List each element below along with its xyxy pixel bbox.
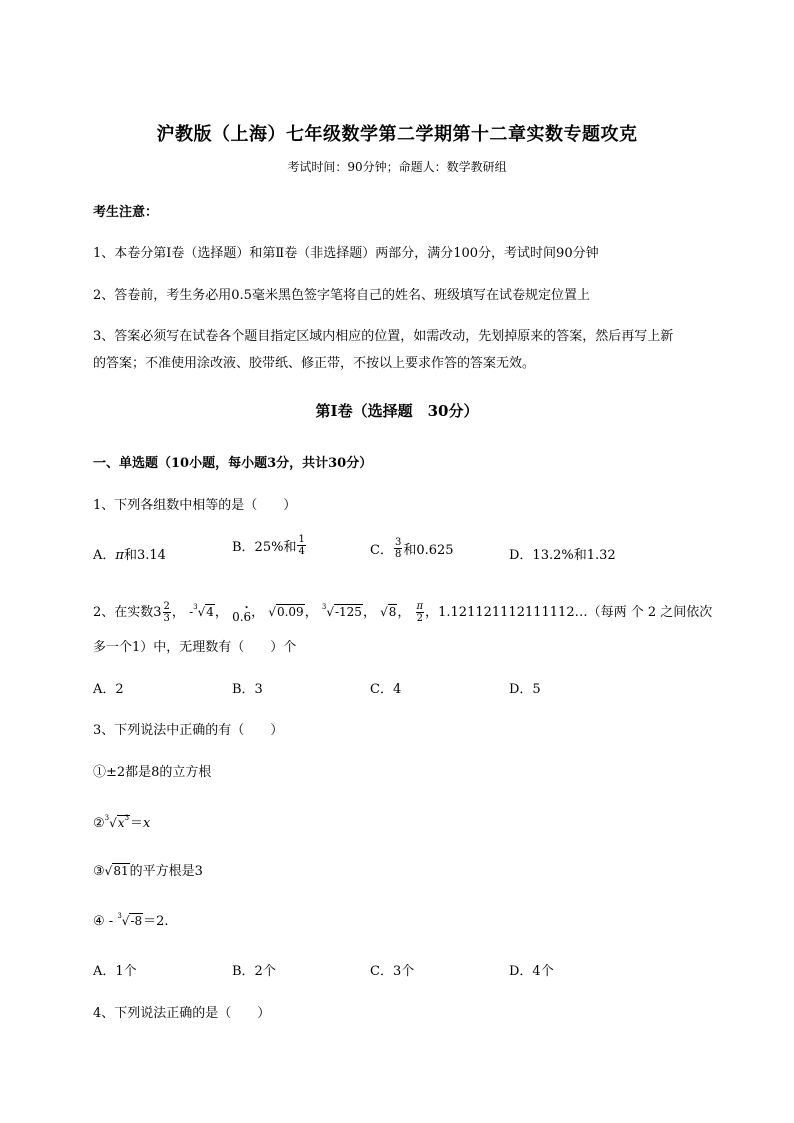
- fraction: $\frac{2}{3}$: [163, 601, 170, 624]
- question-3-stem: 3、下列说法中正确的有（ ）: [93, 723, 284, 738]
- question-3-statement-4: ④ - $^3$√-8＝2.: [93, 912, 169, 929]
- question-1-option-b: B．25%和 $\frac{1}{4}$: [232, 534, 305, 557]
- question-3-option-a: A．1个: [93, 964, 137, 979]
- question-1-option-c: C． $\frac{3}{8}$ 和0.625: [370, 537, 454, 560]
- question-3-statement-2: $②^3√x^3=x$: [93, 814, 151, 831]
- notice-item-1: 1、本卷分第I卷（选择题）和第Ⅱ卷（非选择题）两部分，满分100分，考试时间90分钟: [93, 246, 599, 261]
- question-3-statement-3: ③√81的平方根是3: [93, 864, 203, 879]
- fraction: $\frac{1}{4}$: [298, 534, 305, 557]
- cube-root-expression: $^3$√-8: [117, 912, 143, 928]
- fraction: $\frac{\pi}{2}$: [416, 601, 424, 624]
- question-3-option-c: C．3个: [370, 964, 415, 979]
- cube-root-expression: $^3√x^3$: [104, 814, 130, 830]
- cube-root-expression: -$^3$√4: [189, 603, 214, 619]
- square-root-expression: √81: [104, 864, 129, 878]
- question-2-stem-cont: 多一个1）中，无理数有（ ）个: [93, 640, 297, 655]
- notice-item-2: 2、答卷前，考生务必用0.5毫米黑色签字笔将自己的姓名、班级填写在试卷规定位置上: [93, 288, 590, 303]
- notice-item-3-cont: 的答案；不准使用涂改液、胶带纸、修正带，不按以上要求作答的答案无效。: [93, 356, 536, 371]
- question-4-stem: 4、下列说法正确的是（ ）: [93, 1006, 271, 1021]
- fraction: $\frac{3}{8}$: [394, 537, 402, 560]
- question-2-option-c: C．4: [370, 682, 402, 697]
- square-root-expression: √8: [380, 605, 397, 619]
- question-1-option-a: A．π和3.14: [93, 548, 166, 563]
- question-1-option-d: D．13.2%和1.32: [509, 548, 616, 563]
- question-3-statement-1: ①±2都是8的立方根: [93, 765, 212, 780]
- question-1-stem: 1、下列各组数中相等的是（ ）: [93, 498, 297, 513]
- question-3-option-b: B．2个: [232, 964, 276, 979]
- question-2-option-d: D．5: [509, 682, 541, 697]
- notice-heading: 考生注意：: [93, 205, 159, 220]
- question-1-options: [93, 534, 713, 568]
- part-heading: 一、单选题（10小题，每小题3分，共计30分）: [93, 456, 373, 471]
- question-2-option-a: A．2: [93, 682, 124, 697]
- notice-item-3: 3、答案必须写在试卷各个题目指定区域内相应的位置，如需改动，先划掉原来的答案，然后再写上新: [93, 329, 674, 344]
- document-subtitle: 考试时间：90分钟；命题人：数学教研组: [287, 160, 507, 174]
- question-2-option-b: B．3: [232, 682, 263, 697]
- question-2-stem: 2、在实数3 $\frac{2}{3}$ ， -$^3$√4， 0.• 6， √0.09， $^3$√-125， √8， $\frac{\pi}{2}$ ，1.121121112111112…（每两 个 2 之间依次: [93, 594, 712, 630]
- cube-root-expression: $^3$√-125: [321, 603, 362, 619]
- repeating-decimal: 0.• 6: [232, 604, 251, 630]
- document-title: 沪教版（上海）七年级数学第二学期第十二章实数专题攻克: [156, 124, 638, 145]
- section-title: 第I卷（选择题 30分）: [315, 402, 479, 420]
- question-3-option-d: D．4个: [509, 964, 554, 979]
- square-root-expression: √0.09: [268, 605, 304, 619]
